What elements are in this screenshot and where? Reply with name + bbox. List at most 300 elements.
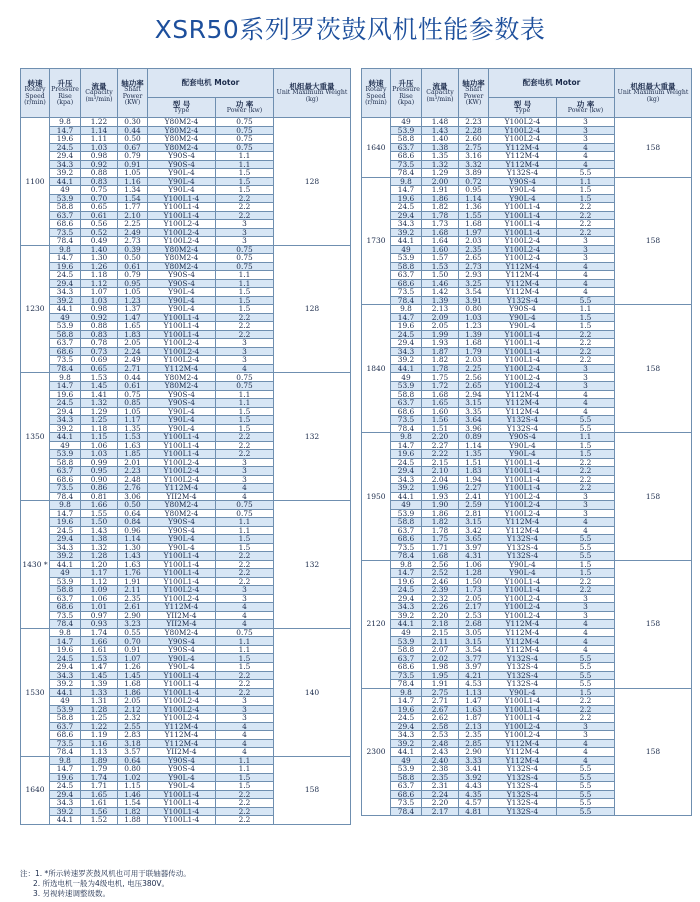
- capacity-cell: 1.07: [81, 288, 118, 297]
- pressure-cell: 49: [50, 441, 81, 450]
- motor-power-cell: 3: [557, 611, 615, 620]
- capacity-cell: 1.14: [81, 126, 118, 135]
- capacity-cell: 2.24: [422, 790, 459, 799]
- motor-type-cell: Y90L-4: [489, 560, 557, 569]
- motor-power-cell: 2.2: [557, 203, 615, 212]
- pressure-cell: 49: [391, 245, 422, 254]
- motor-power-cell: 5.5: [557, 807, 615, 816]
- pressure-cell: 39.2: [50, 807, 81, 816]
- pressure-cell: 53.9: [391, 254, 422, 263]
- motor-type-cell: Y100L2-4: [489, 118, 557, 127]
- motor-power-cell: 1.1: [557, 177, 615, 186]
- shaft-power-cell: 1.06: [459, 560, 489, 569]
- weight-cell: 140: [274, 628, 351, 756]
- capacity-cell: 1.11: [81, 135, 118, 144]
- speed-cell: 1840: [362, 305, 391, 433]
- motor-power-cell: 4: [557, 637, 615, 646]
- pressure-cell: 68.6: [391, 407, 422, 416]
- motor-type-cell: Y80M2-4: [148, 381, 216, 390]
- shaft-power-cell: 1.05: [118, 407, 148, 416]
- capacity-cell: 0.81: [81, 492, 118, 501]
- capacity-cell: 1.71: [422, 543, 459, 552]
- pressure-cell: 53.9: [50, 450, 81, 459]
- pressure-cell: 44.1: [391, 620, 422, 629]
- shaft-power-cell: 1.63: [118, 560, 148, 569]
- shaft-power-cell: 0.67: [118, 143, 148, 152]
- pressure-cell: 73.5: [391, 799, 422, 808]
- motor-type-cell: Y132S-4: [489, 807, 557, 816]
- pressure-cell: 78.4: [391, 424, 422, 433]
- capacity-cell: 1.61: [81, 799, 118, 808]
- motor-power-cell: 4: [557, 620, 615, 629]
- shaft-power-cell: 2.94: [459, 390, 489, 399]
- motor-type-cell: Y100L1-4: [489, 714, 557, 723]
- capacity-cell: 1.95: [422, 671, 459, 680]
- pressure-cell: 39.2: [391, 228, 422, 237]
- motor-power-cell: 3: [557, 237, 615, 246]
- capacity-cell: 1.38: [81, 535, 118, 544]
- capacity-cell: 2.02: [422, 654, 459, 663]
- motor-power-cell: 4: [216, 620, 274, 629]
- motor-type-cell: Y90L-4: [148, 773, 216, 782]
- pressure-cell: 53.9: [391, 381, 422, 390]
- capacity-header: 流量 Capacity (m³/min): [422, 69, 459, 118]
- capacity-cell: 1.39: [422, 296, 459, 305]
- motor-type-cell: Y100L1-4: [489, 347, 557, 356]
- shaft-power-cell: 2.90: [459, 748, 489, 757]
- shaft-power-cell: 3.41: [459, 765, 489, 774]
- motor-power-cell: 3: [216, 586, 274, 595]
- shaft-power-cell: 3.18: [118, 739, 148, 748]
- motor-power-cell: 2.2: [557, 458, 615, 467]
- motor-power-cell: 3: [216, 228, 274, 237]
- shaft-power-cell: 2.24: [118, 347, 148, 356]
- pressure-cell: 58.8: [50, 586, 81, 595]
- page-title: XSR50系列罗茨鼓风机性能参数表: [154, 15, 546, 44]
- motor-power-cell: 2.2: [216, 790, 274, 799]
- motor-power-cell: 4: [216, 611, 274, 620]
- motor-type-cell: Y132S-4: [489, 296, 557, 305]
- pressure-cell: 78.4: [50, 237, 81, 246]
- pressure-cell: 63.7: [50, 594, 81, 603]
- motor-power-cell: 4: [557, 526, 615, 535]
- table-row: [362, 177, 692, 186]
- capacity-cell: 1.03: [81, 450, 118, 459]
- motor-type-cell: Y112M-4: [489, 160, 557, 169]
- motor-power-cell: 3: [557, 245, 615, 254]
- capacity-cell: 2.13: [422, 305, 459, 314]
- motor-type-cell: Y90S-4: [489, 177, 557, 186]
- pressure-cell: 53.9: [50, 322, 81, 331]
- motor-power-cell: 3: [216, 458, 274, 467]
- motor-power-cell: 4: [557, 152, 615, 161]
- motor-type-cell: Y90L-4: [148, 169, 216, 178]
- motor-type-cell: Y100L1-4: [489, 586, 557, 595]
- pressure-cell: 44.1: [50, 305, 81, 314]
- capacity-cell: 2.52: [422, 569, 459, 578]
- speed-cell: 1730: [362, 177, 391, 305]
- capacity-cell: 1.35: [422, 152, 459, 161]
- pressure-cell: 9.8: [391, 560, 422, 569]
- shaft-power-cell: 2.71: [118, 364, 148, 373]
- capacity-cell: 1.40: [422, 135, 459, 144]
- motor-power-cell: 0.75: [216, 509, 274, 518]
- shaft-power-cell: 1.47: [459, 697, 489, 706]
- motor-type-cell: Y100L1-4: [489, 211, 557, 220]
- motor-type-cell: YII2M-4: [148, 611, 216, 620]
- motor-power-cell: 5.5: [557, 663, 615, 672]
- weight-header: 机组最大重量 Unit Maximum Weight (kg): [615, 69, 692, 118]
- motor-type-cell: Y132S-4: [489, 782, 557, 791]
- capacity-cell: 1.42: [422, 288, 459, 297]
- capacity-cell: 1.30: [81, 254, 118, 263]
- motor-power-cell: 2.2: [557, 484, 615, 493]
- motor-power-cell: 5.5: [557, 782, 615, 791]
- motor-type-cell: Y90S-4: [148, 526, 216, 535]
- motor-type-cell: Y100L2-4: [148, 594, 216, 603]
- motor-power-cell: 1.1: [216, 518, 274, 527]
- capacity-cell: 0.83: [81, 177, 118, 186]
- pressure-cell: 68.6: [391, 663, 422, 672]
- motor-power-cell: 2.2: [216, 313, 274, 322]
- shaft-power-cell: 2.25: [118, 220, 148, 229]
- capacity-cell: 1.68: [422, 228, 459, 237]
- motor-power-cell: 1.5: [557, 313, 615, 322]
- motor-power-cell: 3: [557, 381, 615, 390]
- shaft-power-cell: 2.61: [118, 603, 148, 612]
- motor-type-cell: Y112M-4: [489, 748, 557, 757]
- capacity-cell: 2.53: [422, 731, 459, 740]
- motor-type-cell: Y132S-4: [489, 773, 557, 782]
- shaft-power-cell: 1.03: [459, 313, 489, 322]
- pressure-cell: 29.4: [391, 339, 422, 348]
- pressure-cell: 29.4: [50, 279, 81, 288]
- capacity-cell: 0.78: [81, 339, 118, 348]
- pressure-cell: 63.7: [50, 722, 81, 731]
- motor-type-cell: Y80M2-4: [148, 501, 216, 510]
- shaft-power-header: 轴功率 Shaft Power (KW): [118, 69, 148, 118]
- pressure-cell: 44.1: [50, 433, 81, 442]
- pressure-cell: 73.5: [50, 611, 81, 620]
- pressure-cell: 53.9: [391, 509, 422, 518]
- pressure-cell: 24.5: [50, 399, 81, 408]
- pressure-cell: 58.8: [50, 714, 81, 723]
- motor-type-cell: Y100L2-4: [489, 254, 557, 263]
- pressure-cell: 78.4: [391, 807, 422, 816]
- speed-header: 转速 Rotary Speed (r/min): [21, 69, 50, 118]
- motor-type-cell: Y90L-4: [489, 313, 557, 322]
- pressure-cell: 34.3: [391, 347, 422, 356]
- shaft-power-cell: 0.55: [118, 628, 148, 637]
- motor-type-cell: Y90L-4: [148, 654, 216, 663]
- motor-type-cell: Y132S-4: [489, 671, 557, 680]
- pressure-cell: 73.5: [50, 739, 81, 748]
- motor-type-cell: Y90L-4: [148, 288, 216, 297]
- shaft-power-cell: 1.43: [118, 552, 148, 561]
- capacity-cell: 2.22: [422, 450, 459, 459]
- motor-type-cell: Y132S-4: [489, 654, 557, 663]
- motor-power-cell: 2.2: [216, 330, 274, 339]
- motor-type-cell: Y90L-4: [489, 569, 557, 578]
- shaft-power-cell: 2.90: [118, 611, 148, 620]
- capacity-cell: 1.18: [81, 271, 118, 280]
- motor-power-cell: 2.2: [557, 705, 615, 714]
- motor-power-cell: 1.5: [216, 773, 274, 782]
- shaft-power-cell: 2.35: [459, 245, 489, 254]
- motor-type-cell: Y100L2-4: [489, 611, 557, 620]
- speed-cell: 1350: [21, 373, 50, 501]
- weight-cell: 158: [615, 177, 692, 305]
- motor-type-cell: Y90S-4: [148, 518, 216, 527]
- motor-power-cell: 3: [557, 118, 615, 127]
- capacity-cell: 0.98: [81, 305, 118, 314]
- pressure-cell: 24.5: [50, 271, 81, 280]
- pressure-cell: 34.3: [50, 288, 81, 297]
- motor-type-cell: Y112M-4: [489, 407, 557, 416]
- motor-power-cell: 5.5: [557, 296, 615, 305]
- motor-type-cell: Y100L2-4: [489, 731, 557, 740]
- shaft-power-cell: 4.31: [459, 552, 489, 561]
- pressure-cell: 78.4: [50, 748, 81, 757]
- motor-type-cell: Y100L1-4: [148, 816, 216, 825]
- motor-type-cell: Y90L-4: [148, 416, 216, 425]
- motor-power-cell: 4: [216, 748, 274, 757]
- motor-power-cell: 1.1: [216, 637, 274, 646]
- capacity-cell: 2.39: [422, 586, 459, 595]
- shaft-power-cell: 2.49: [118, 228, 148, 237]
- capacity-cell: 1.98: [422, 663, 459, 672]
- pressure-cell: 34.3: [391, 475, 422, 484]
- shaft-power-cell: 3.42: [459, 526, 489, 535]
- capacity-cell: 1.40: [81, 245, 118, 254]
- shaft-power-cell: 1.65: [118, 322, 148, 331]
- motor-power-cell: 1.1: [216, 279, 274, 288]
- motor-power-cell: 4: [216, 364, 274, 373]
- speed-cell: 1530: [21, 628, 50, 756]
- pressure-cell: 63.7: [391, 143, 422, 152]
- capacity-cell: 1.12: [81, 577, 118, 586]
- speed-cell: 1230: [21, 245, 50, 373]
- capacity-cell: 1.28: [81, 705, 118, 714]
- motor-power-cell: 3: [216, 475, 274, 484]
- motor-power-cell: 3: [557, 594, 615, 603]
- capacity-cell: 1.65: [422, 399, 459, 408]
- motor-power-cell: 2.2: [557, 356, 615, 365]
- motor-power-cell: 3: [557, 501, 615, 510]
- motor-power-cell: 3: [216, 467, 274, 476]
- capacity-cell: 1.13: [81, 748, 118, 757]
- capacity-cell: 2.20: [422, 611, 459, 620]
- motor-type-cell: Y112M-4: [489, 143, 557, 152]
- motor-type-cell: Y112M-4: [489, 628, 557, 637]
- shaft-power-cell: 0.64: [118, 756, 148, 765]
- motor-power-cell: 4: [557, 160, 615, 169]
- motor-power-cell: 4: [557, 407, 615, 416]
- motor-type-cell: Y112M-4: [489, 399, 557, 408]
- motor-power-cell: 1.5: [216, 424, 274, 433]
- table-row: [362, 305, 692, 314]
- capacity-cell: 1.03: [81, 296, 118, 305]
- capacity-cell: 1.91: [422, 680, 459, 689]
- capacity-cell: 2.27: [422, 441, 459, 450]
- capacity-cell: 2.75: [422, 688, 459, 697]
- pressure-cell: 14.7: [50, 381, 81, 390]
- capacity-cell: 1.28: [81, 552, 118, 561]
- motor-power-cell: 3: [557, 135, 615, 144]
- motor-type-cell: Y100L1-4: [148, 194, 216, 203]
- motor-type-cell: Y100L2-4: [148, 356, 216, 365]
- weight-header: 机组最大重量 Unit Maximum Weight (kg): [274, 69, 351, 118]
- motor-power-cell: 3: [216, 714, 274, 723]
- motor-power-cell: 5.5: [557, 424, 615, 433]
- capacity-cell: 2.43: [422, 748, 459, 757]
- capacity-cell: 1.43: [81, 526, 118, 535]
- motor-power-cell: 2.2: [557, 228, 615, 237]
- capacity-cell: 1.45: [81, 671, 118, 680]
- shaft-power-cell: 3.32: [459, 160, 489, 169]
- motor-power-cell: 1.1: [216, 526, 274, 535]
- pressure-cell: 73.5: [391, 160, 422, 169]
- speed-cell: 2120: [362, 560, 391, 688]
- shaft-power-cell: 2.85: [459, 739, 489, 748]
- shaft-power-cell: 1.26: [118, 663, 148, 672]
- shaft-power-cell: 0.84: [118, 518, 148, 527]
- capacity-cell: 1.65: [81, 790, 118, 799]
- motor-power-cell: 3: [216, 356, 274, 365]
- motor-type-cell: Y90L-4: [148, 305, 216, 314]
- motor-type-cell: Y132S-4: [489, 790, 557, 799]
- motor-power-cell: 3: [557, 603, 615, 612]
- shaft-power-cell: 3.97: [459, 543, 489, 552]
- capacity-cell: 1.86: [422, 194, 459, 203]
- motor-type-cell: Y90L-4: [148, 663, 216, 672]
- motor-type-cell: Y100L2-4: [148, 697, 216, 706]
- shaft-power-cell: 2.65: [459, 381, 489, 390]
- motor-power-cell: 3: [216, 594, 274, 603]
- capacity-cell: 2.20: [422, 433, 459, 442]
- capacity-cell: 1.26: [81, 262, 118, 271]
- shaft-power-cell: 1.47: [118, 313, 148, 322]
- capacity-cell: 0.52: [81, 228, 118, 237]
- pressure-cell: 44.1: [391, 748, 422, 757]
- motor-type-cell: Y100L1-4: [489, 475, 557, 484]
- motor-power-cell: 4: [557, 756, 615, 765]
- capacity-cell: 1.82: [422, 356, 459, 365]
- motor-type-cell: Y90S-4: [148, 271, 216, 280]
- motor-type-cell: Y80M2-4: [148, 135, 216, 144]
- footnotes: [20, 869, 191, 899]
- pressure-cell: 14.7: [391, 313, 422, 322]
- motor-power-cell: 2.2: [557, 467, 615, 476]
- capacity-cell: 0.95: [81, 467, 118, 476]
- motor-power-cell: 3: [557, 509, 615, 518]
- capacity-cell: 2.07: [422, 645, 459, 654]
- pressure-cell: 63.7: [50, 339, 81, 348]
- motor-power-cell: 1.5: [216, 305, 274, 314]
- pressure-cell: 34.3: [391, 220, 422, 229]
- motor-type-cell: Y90S-4: [489, 305, 557, 314]
- capacity-cell: 0.56: [81, 220, 118, 229]
- motor-power-cell: 2.2: [216, 577, 274, 586]
- motor-power-cell: 1.5: [557, 450, 615, 459]
- capacity-cell: 1.33: [81, 688, 118, 697]
- pressure-cell: 53.9: [391, 637, 422, 646]
- pressure-cell: 19.6: [391, 705, 422, 714]
- motor-type-cell: Y112M-4: [489, 152, 557, 161]
- motor-type-cell: Y112M-4: [148, 364, 216, 373]
- speed-cell: 1640: [362, 118, 391, 178]
- motor-type-cell: YII2M-4: [148, 620, 216, 629]
- pressure-cell: 49: [391, 628, 422, 637]
- pressure-cell: 9.8: [50, 373, 81, 382]
- shaft-power-cell: 1.54: [118, 194, 148, 203]
- capacity-cell: 2.04: [422, 475, 459, 484]
- capacity-cell: 0.65: [81, 364, 118, 373]
- shaft-power-cell: 3.15: [459, 518, 489, 527]
- motor-power-cell: 1.5: [216, 177, 274, 186]
- table-row: [21, 245, 351, 254]
- capacity-cell: 1.86: [422, 509, 459, 518]
- motor-type-cell: Y80M2-4: [148, 118, 216, 127]
- shaft-power-cell: 2.65: [459, 254, 489, 263]
- shaft-power-cell: 3.77: [459, 654, 489, 663]
- pressure-cell: 34.3: [50, 543, 81, 552]
- capacity-cell: 1.52: [81, 816, 118, 825]
- pressure-cell: 73.5: [391, 671, 422, 680]
- capacity-cell: 1.45: [81, 381, 118, 390]
- pressure-cell: 24.5: [50, 782, 81, 791]
- motor-type-cell: Y90L-4: [148, 407, 216, 416]
- shaft-power-cell: 0.79: [118, 271, 148, 280]
- capacity-cell: 1.57: [422, 254, 459, 263]
- shaft-power-cell: 1.17: [118, 416, 148, 425]
- shaft-power-cell: 0.80: [118, 765, 148, 774]
- shaft-power-cell: 4.57: [459, 799, 489, 808]
- motor-type-cell: Y100L2-4: [148, 347, 216, 356]
- motor-type-cell: Y100L2-4: [489, 135, 557, 144]
- pressure-cell: 68.6: [50, 220, 81, 229]
- shaft-power-cell: 0.91: [118, 645, 148, 654]
- motor-power-cell: 4: [216, 722, 274, 731]
- motor-type-cell: YII2M-4: [148, 748, 216, 757]
- shaft-power-cell: 1.68: [459, 220, 489, 229]
- motor-type-cell: Y90L-4: [489, 688, 557, 697]
- pressure-cell: 29.4: [391, 467, 422, 476]
- motor-type-cell: Y80M2-4: [148, 143, 216, 152]
- shaft-power-cell: 0.64: [118, 509, 148, 518]
- shaft-power-cell: 2.32: [118, 714, 148, 723]
- shaft-power-cell: 2.59: [459, 501, 489, 510]
- pressure-cell: 49: [391, 756, 422, 765]
- motor-power-cell: 0.75: [216, 501, 274, 510]
- capacity-cell: 1.01: [81, 603, 118, 612]
- motor-type-cell: Y80M2-4: [148, 245, 216, 254]
- motor-power-cell: 0.75: [216, 381, 274, 390]
- motor-type-cell: Y100L2-4: [148, 475, 216, 484]
- shaft-power-cell: 2.23: [118, 467, 148, 476]
- motor-power-cell: 2.2: [216, 433, 274, 442]
- pressure-cell: 73.5: [391, 416, 422, 425]
- pressure-cell: 68.6: [391, 535, 422, 544]
- pressure-cell: 53.9: [391, 126, 422, 135]
- pressure-cell: 44.1: [391, 237, 422, 246]
- motor-type-cell: Y100L1-4: [148, 450, 216, 459]
- motor-type-cell: Y90S-4: [148, 756, 216, 765]
- shaft-power-cell: 2.17: [459, 603, 489, 612]
- shaft-power-cell: 2.10: [118, 211, 148, 220]
- motor-power-cell: 5.5: [557, 790, 615, 799]
- motor-power-cell: 4: [557, 390, 615, 399]
